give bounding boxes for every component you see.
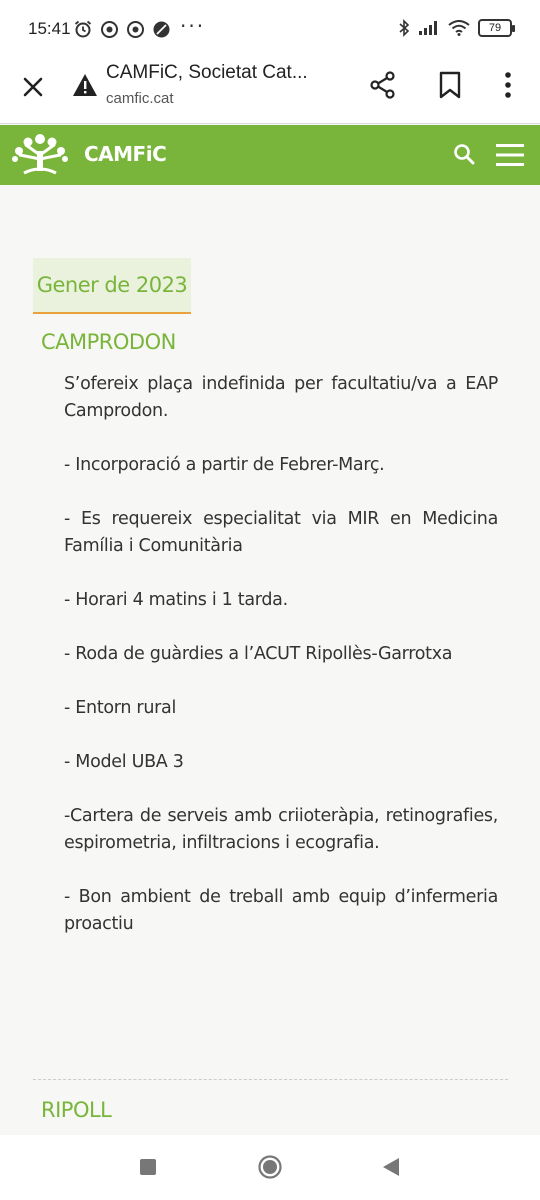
more-vertical-icon[interactable] bbox=[500, 70, 516, 100]
main-content bbox=[0, 185, 540, 1135]
bluetooth-icon bbox=[398, 19, 410, 37]
battery-icon bbox=[478, 19, 512, 37]
warning-icon[interactable] bbox=[72, 72, 98, 98]
status-system-icons bbox=[398, 19, 512, 37]
alarm-icon bbox=[74, 20, 92, 38]
status-more-dots: ··· bbox=[180, 14, 206, 38]
menu-icon[interactable] bbox=[496, 142, 524, 168]
chrome-icon bbox=[101, 21, 118, 38]
page-title[interactable]: CAMFiC, Societat Cat... bbox=[106, 62, 308, 83]
share-icon[interactable] bbox=[368, 70, 398, 100]
paragraph: - Horari 4 matins i 1 tarda. bbox=[64, 590, 288, 610]
paragraph: - Incorporació a partir de Febrer-Març. bbox=[64, 455, 385, 475]
home-icon[interactable] bbox=[258, 1155, 282, 1179]
paragraph: -Cartera de serveis amb criioteràpia, retinografies, espirometria, infiltracions i ecografia. bbox=[64, 806, 498, 853]
job-offer-description bbox=[64, 371, 498, 965]
paragraph: S’ofereix plaça indefinida per facultatiu/va a EAP Camprodon. bbox=[64, 374, 498, 421]
paragraph: - Bon ambient de treball amb equip d’infermeria proactiu bbox=[64, 887, 498, 934]
section-divider bbox=[33, 1079, 508, 1080]
app-icon bbox=[153, 21, 170, 38]
section-title-camprodon[interactable]: CAMPRODON bbox=[41, 330, 176, 354]
date-tab-label: Gener de 2023 bbox=[36, 273, 188, 297]
paragraph: - Es requereix especialitat via MIR en Medicina Família i Comunitària bbox=[64, 509, 498, 556]
close-icon[interactable] bbox=[18, 72, 48, 102]
site-header bbox=[0, 125, 540, 185]
browser-toolbar bbox=[0, 58, 540, 124]
wifi-icon bbox=[448, 20, 470, 36]
site-logo-text[interactable]: CAMFiC bbox=[84, 142, 167, 166]
status-time: 15:41 bbox=[28, 19, 71, 38]
search-icon[interactable] bbox=[453, 143, 475, 165]
tree-logo-icon[interactable] bbox=[10, 133, 70, 177]
chrome-icon bbox=[127, 21, 144, 38]
status-bar bbox=[0, 0, 540, 58]
paragraph: - Entorn rural bbox=[64, 698, 177, 718]
page-url[interactable]: camfic.cat bbox=[106, 90, 174, 107]
system-nav-bar bbox=[0, 1135, 540, 1200]
battery-level: 79 bbox=[488, 22, 502, 34]
paragraph: - Roda de guàrdies a l’ACUT Ripollès-Garrotxa bbox=[64, 644, 453, 664]
back-icon[interactable] bbox=[382, 1157, 400, 1177]
paragraph: - Model UBA 3 bbox=[64, 752, 184, 772]
date-tab[interactable] bbox=[33, 258, 191, 314]
bookmark-icon[interactable] bbox=[436, 70, 464, 100]
status-notification-icons bbox=[74, 20, 170, 38]
recent-apps-icon[interactable] bbox=[140, 1159, 156, 1175]
section-title-ripoll[interactable]: RIPOLL bbox=[41, 1098, 112, 1122]
signal-icon bbox=[418, 20, 440, 36]
